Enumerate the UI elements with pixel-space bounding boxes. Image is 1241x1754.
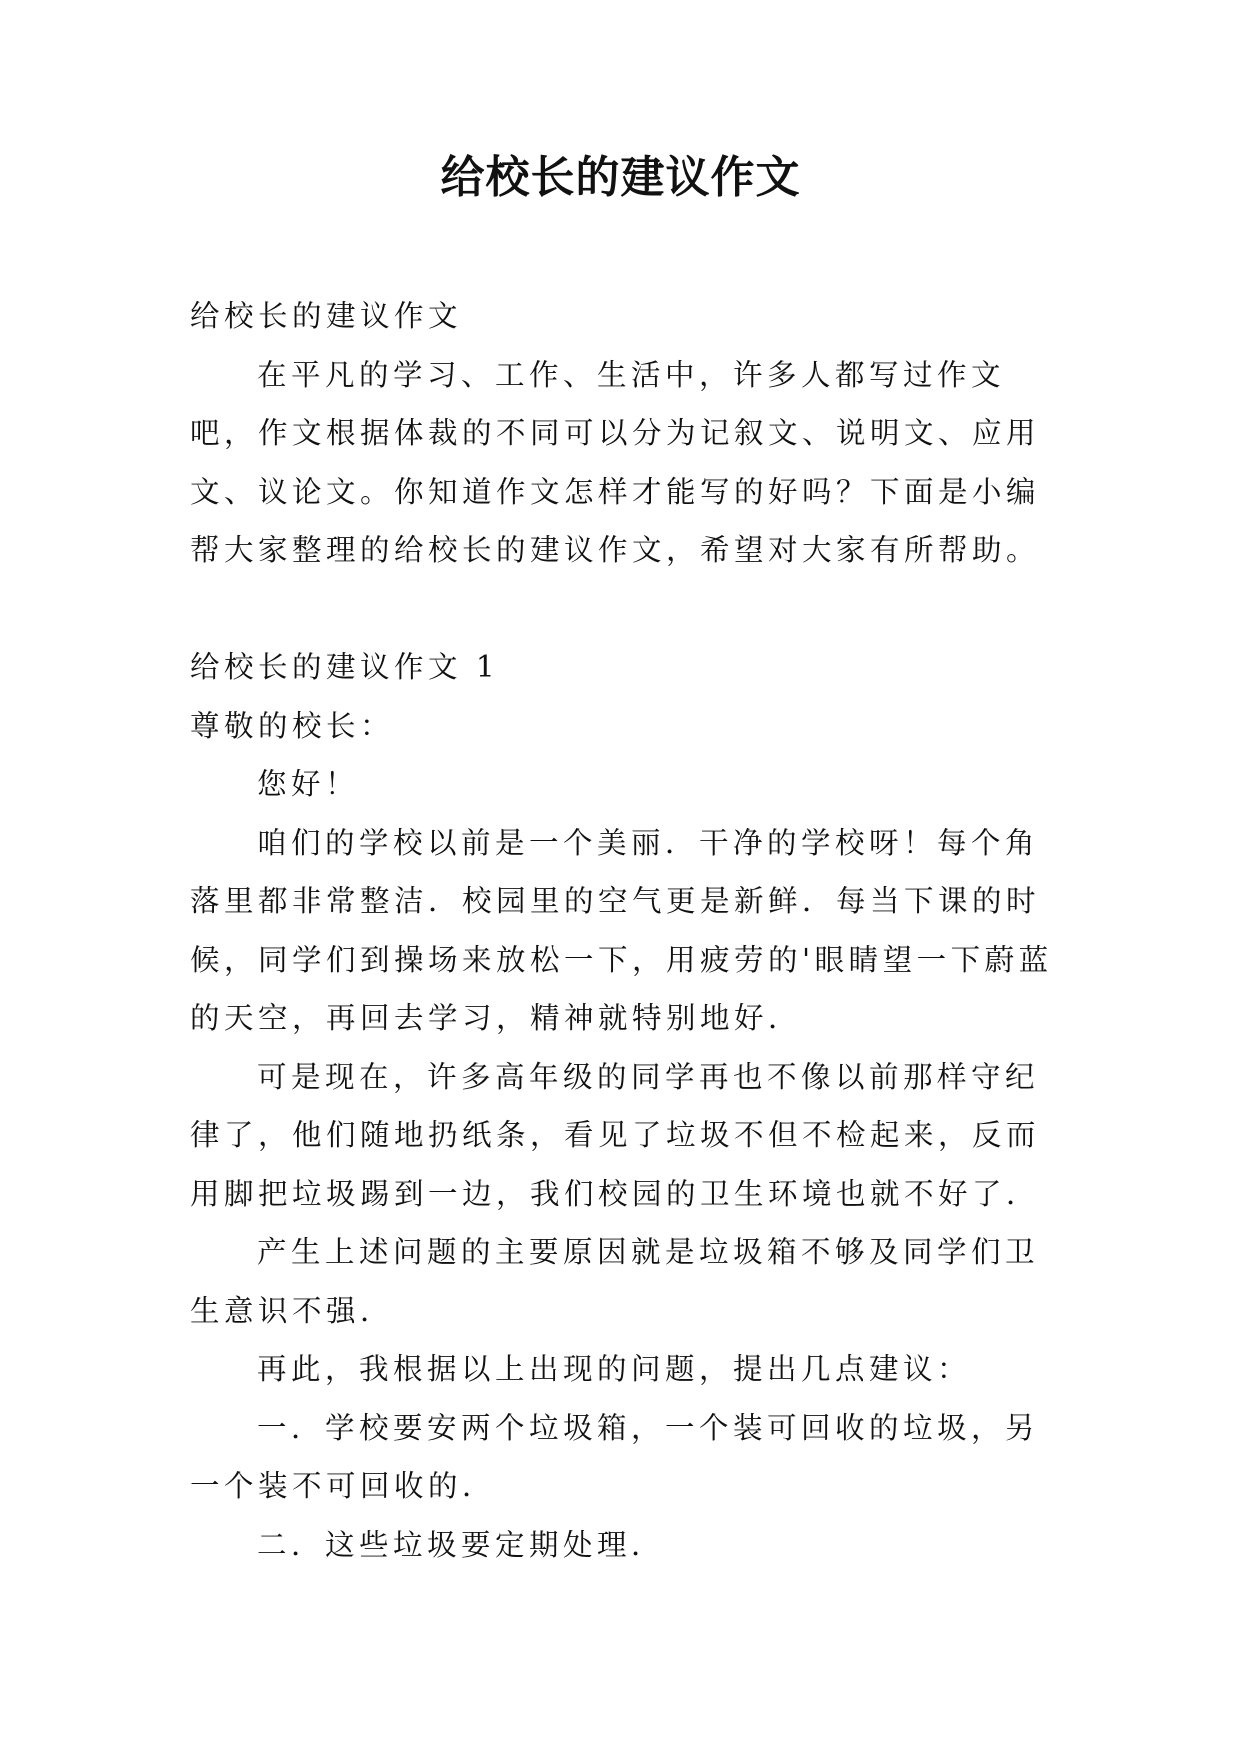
document-body — [190, 287, 1060, 1574]
greeting: 您好！ — [257, 767, 360, 801]
suggestion-item: 二．这些垃圾要定期处理． — [257, 1527, 666, 1562]
essay-heading: 给校长的建议作文 1 — [190, 650, 500, 684]
spacer — [190, 580, 1060, 639]
subtitle: 给校长的建议作文 — [190, 299, 463, 333]
body-paragraph: 产生上述问题的主要原因就是垃圾箱不够及同学们卫生意识不强． — [190, 1235, 1040, 1328]
body-paragraph: 再此，我根据以上出现的问题，提出几点建议： — [257, 1352, 972, 1386]
suggestion-item: 一．学校要安两个垃圾箱，一个装可回收的垃圾，另一个装不可回收的． — [190, 1410, 1040, 1503]
page-title: 给校长的建议作文 — [440, 152, 801, 203]
body-paragraph: 咱们的学校以前是一个美丽．干净的学校呀！每个角落里都非常整洁．校园里的空气更是新鲜．每当下课的时候，同学们到操场来放松一下，用疲劳的'眼睛望一下蔚蓝的天空，再回去学习，精神就特别地好． — [190, 825, 1053, 1035]
salutation: 尊敬的校长： — [190, 708, 395, 743]
body-paragraph: 可是现在，许多高年级的同学再也不像以前那样守纪律了，他们随地扔纸条，看见了垃圾不但不检起来，反而用脚把垃圾踢到一边，我们校园的卫生环境也就不好了． — [190, 1059, 1041, 1211]
intro-paragraph: 在平凡的学习、工作、生活中，许多人都写过作文吧，作文根据体裁的不同可以分为记叙文、说明文、应用文、议论文。你知道作文怎样才能写的好吗？下面是小编帮大家整理的给校长的建议作文，希望对大家有所帮助。 — [190, 357, 1041, 567]
